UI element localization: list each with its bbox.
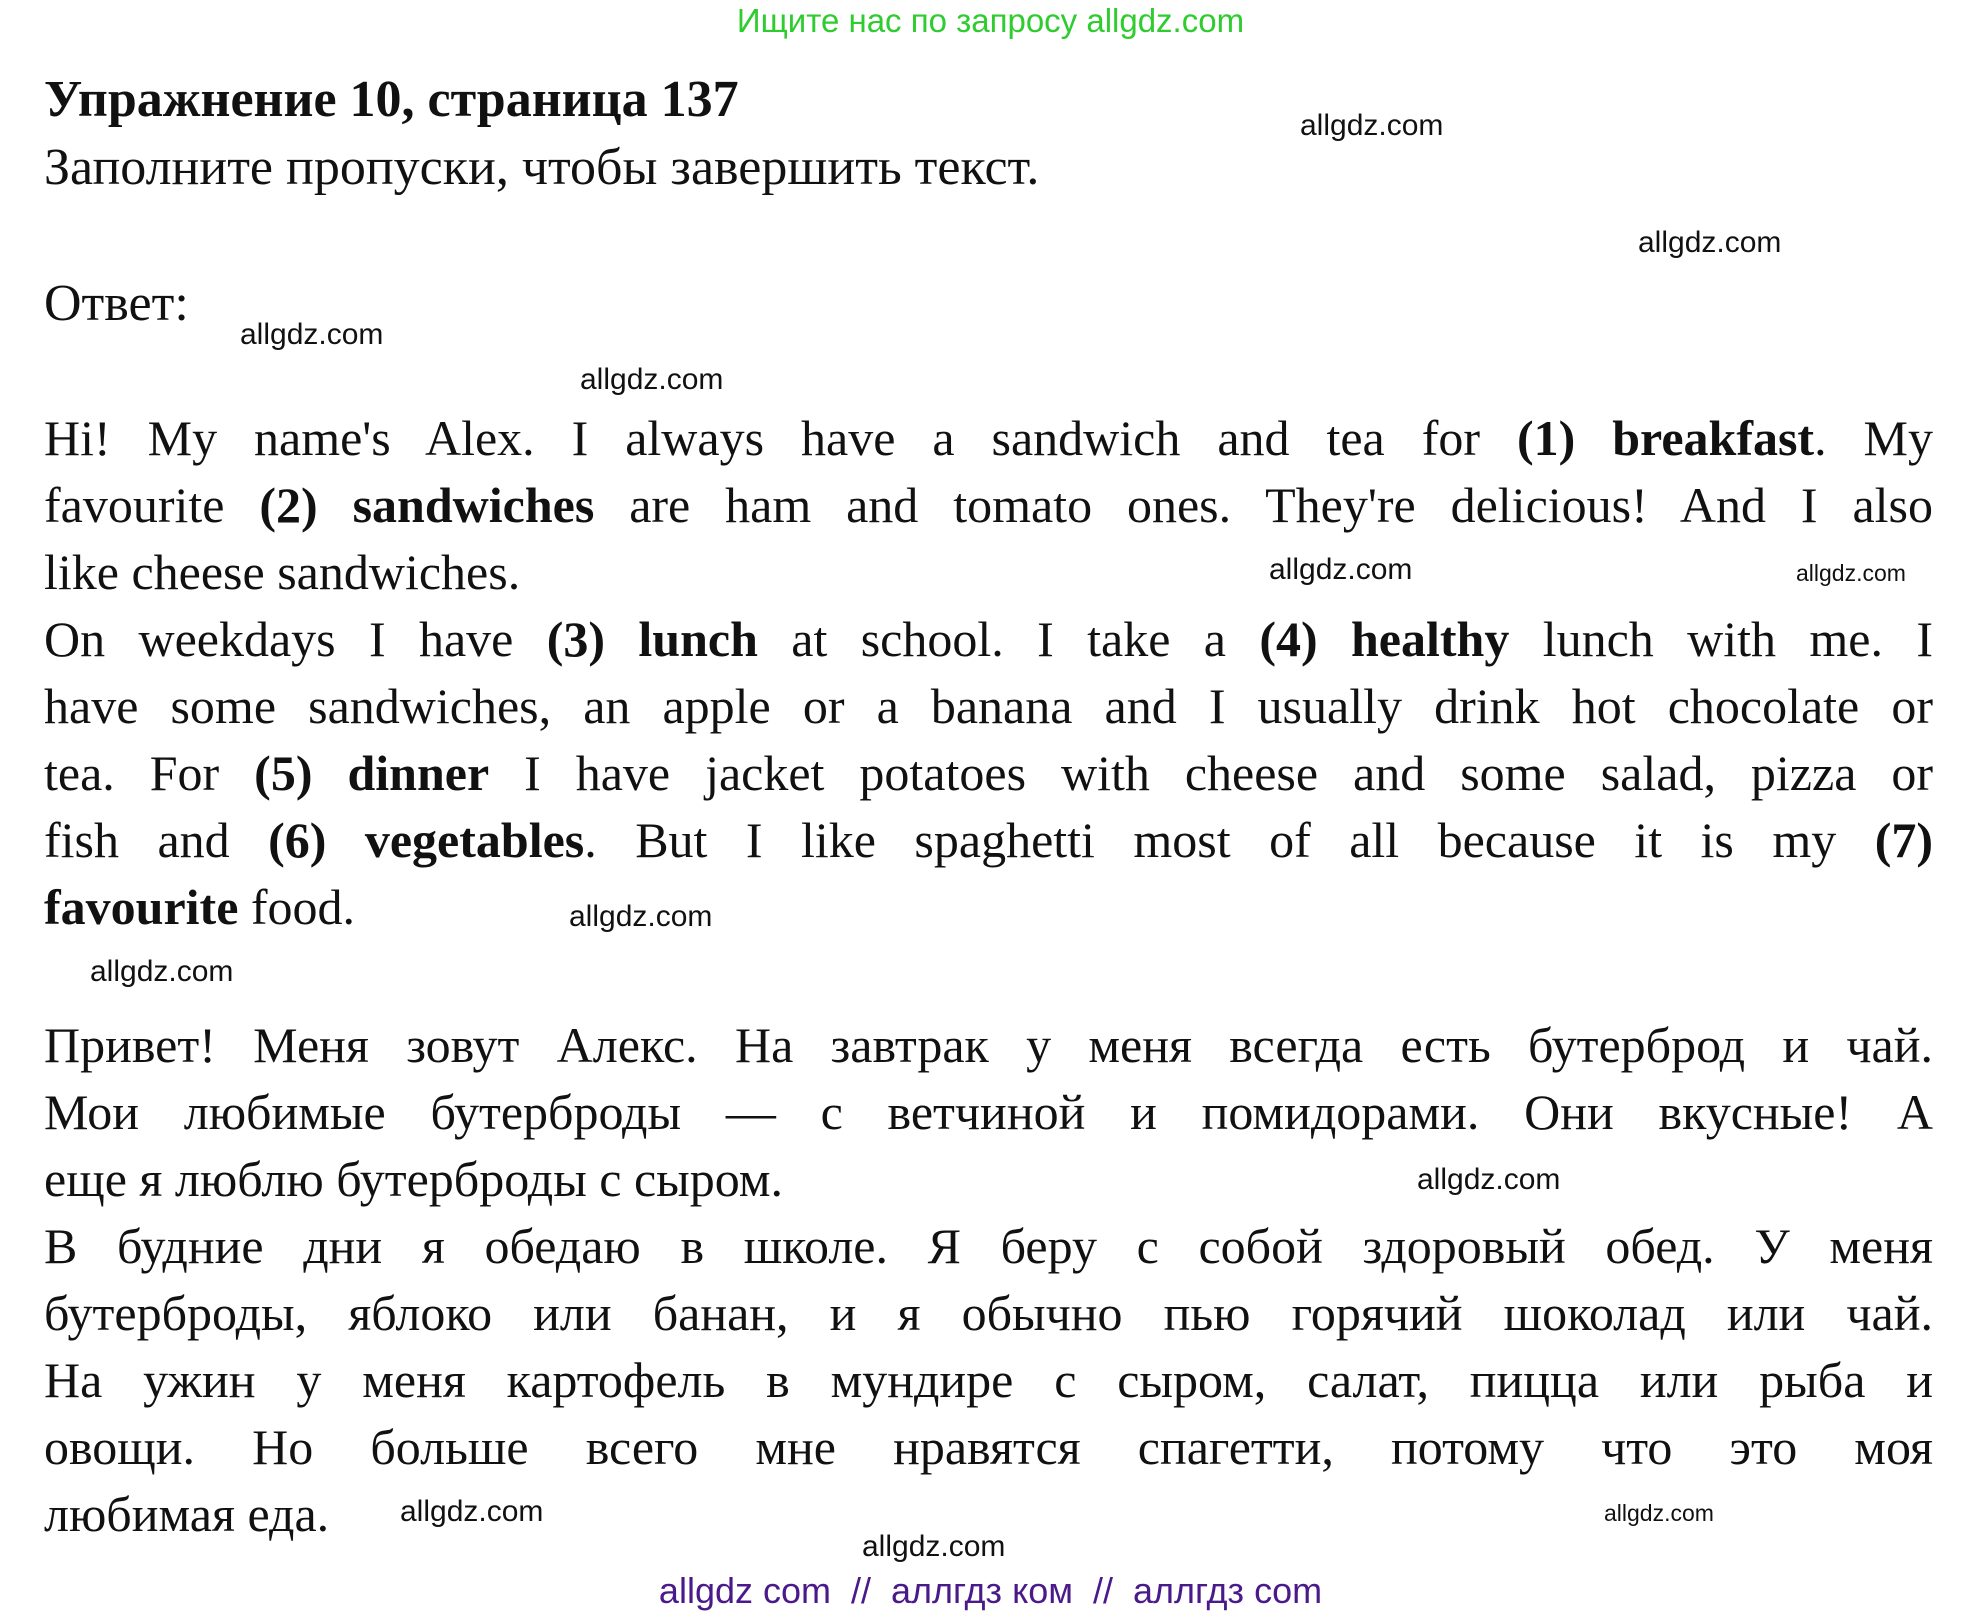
footer-links: allgdz com // аллгдз ком // аллгдз com <box>658 1570 1323 1611</box>
russian-translation-text <box>44 1012 1933 1548</box>
text-segment: Привет! Меня зовут Алекс. На завтрак у меня всегда есть бутерброд и чай. <box>44 1017 1933 1073</box>
text-line <box>44 807 1933 874</box>
watermark: allgdz.com <box>862 1530 1006 1563</box>
answer-word: (4) healthy <box>1259 611 1510 667</box>
text-segment: . But I like spaghetti most of all because it is my <box>584 812 1875 868</box>
text-segment: On weekdays I have <box>44 611 547 667</box>
text-line <box>44 1146 1933 1213</box>
answer-word: (6) vegetables <box>268 812 585 868</box>
text-segment: food. <box>238 879 356 935</box>
text-line <box>44 874 1933 941</box>
text-segment: fish and <box>44 812 269 868</box>
text-segment: like cheese sandwiches. <box>44 544 521 600</box>
text-line <box>44 1347 1933 1414</box>
text-segment: tea. For <box>44 745 255 801</box>
text-segment: are ham and tomato ones. They're delicious! And I also <box>594 477 1933 533</box>
text-line <box>44 740 1933 807</box>
watermark: allgdz.com <box>1269 553 1413 586</box>
text-segment: . My <box>1814 410 1934 466</box>
exercise-instruction: Заполните пропуски, чтобы завершить текст. <box>44 139 1040 196</box>
text-line <box>44 606 1933 673</box>
answer-word: (2) sandwiches <box>259 477 595 533</box>
text-line <box>44 1213 1933 1280</box>
answer-word: (1) breakfast <box>1516 410 1815 466</box>
text-line <box>44 472 1933 539</box>
text-line <box>44 539 1933 606</box>
english-answer-text <box>44 405 1933 941</box>
text-segment: еще я люблю бутерброды с сыром. <box>44 1151 783 1207</box>
top-banner: Ищите нас по запросу allgdz.com <box>736 2 1245 39</box>
text-line <box>44 1414 1933 1481</box>
text-line <box>44 1012 1933 1079</box>
text-line <box>44 1280 1933 1347</box>
watermark: allgdz.com <box>90 955 234 988</box>
watermark: allgdz.com <box>1638 226 1782 259</box>
text-segment: На ужин у меня картофель в мундире с сыром, салат, пицца или рыба и <box>44 1352 1933 1408</box>
text-line <box>44 405 1933 472</box>
text-segment: В будние дни я обедаю в школе. Я беру с собой здоровый обед. У меня <box>44 1218 1933 1274</box>
watermark: allgdz.com <box>580 363 724 396</box>
text-segment: at school. I take a <box>757 611 1260 667</box>
text-segment: lunch with me. I <box>1509 611 1933 667</box>
text-segment: favourite <box>44 477 260 533</box>
answer-word: (5) dinner <box>254 745 490 801</box>
answer-label: Ответ: <box>44 275 189 332</box>
text-line <box>44 1079 1933 1146</box>
text-segment: любимая еда. <box>44 1486 330 1542</box>
watermark: allgdz.com <box>1796 560 1906 586</box>
exercise-title: Упражнение 10, страница 137 <box>44 71 739 128</box>
answer-word: (3) lunch <box>546 611 758 667</box>
watermark: allgdz.com <box>1417 1163 1561 1196</box>
watermark: allgdz.com <box>569 900 713 933</box>
watermark: allgdz.com <box>400 1495 544 1528</box>
text-segment: I have jacket potatoes with cheese and some salad, pizza or <box>489 745 1934 801</box>
watermark: allgdz.com <box>1604 1500 1714 1526</box>
text-segment: бутерброды, яблоко или банан, и я обычно пью горячий шоколад или чай. <box>44 1285 1933 1341</box>
text-segment: have some sandwiches, an apple or a banana and I usually drink hot chocolate or <box>44 678 1933 734</box>
answer-word: favourite <box>44 879 239 935</box>
text-segment: Hi! My name's Alex. I always have a sandwich and tea for <box>44 410 1517 466</box>
watermark: allgdz.com <box>240 318 384 351</box>
text-line <box>44 673 1933 740</box>
text-segment: Мои любимые бутерброды — с ветчиной и помидорами. Они вкусные! А <box>44 1084 1933 1140</box>
answer-word: (7) <box>1874 812 1933 868</box>
watermark: allgdz.com <box>1300 109 1444 142</box>
text-segment: овощи. Но больше всего мне нравятся спагетти, потому что это моя <box>44 1419 1933 1475</box>
